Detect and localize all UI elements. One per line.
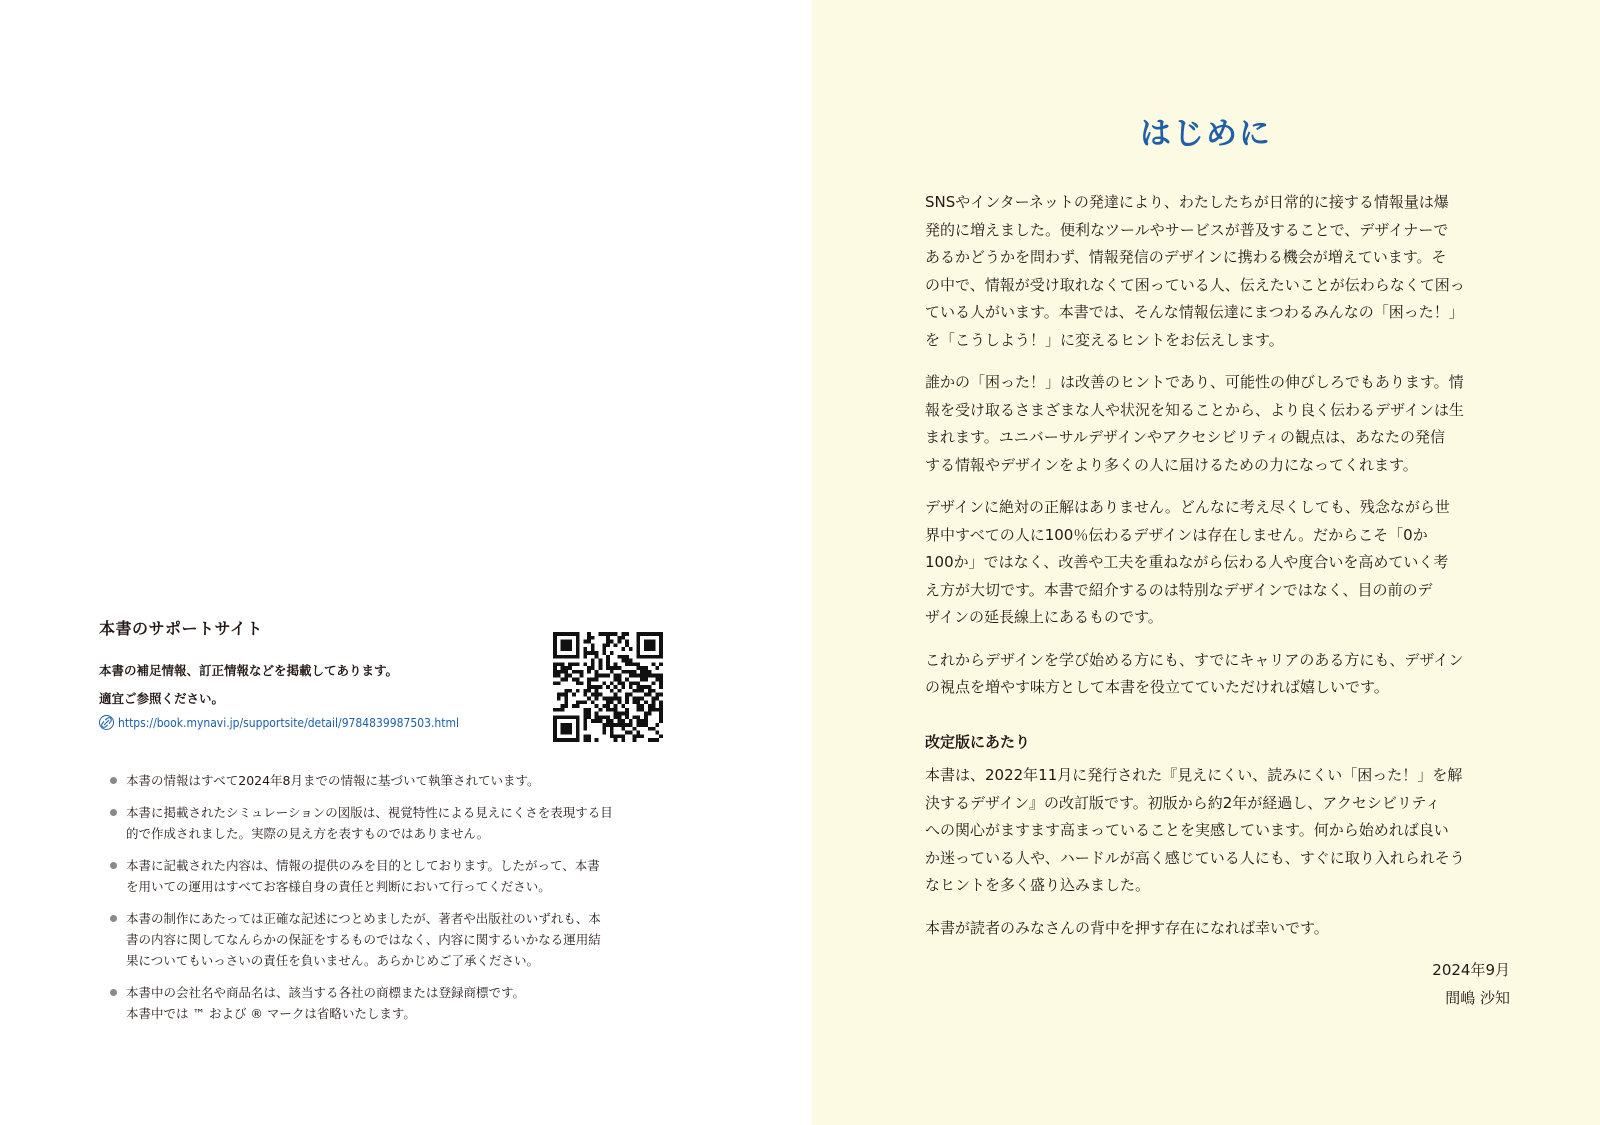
note-line: 本書に記載された内容は、情報の提供のみを目的としております。したがって、本書	[126, 858, 600, 873]
note-line: 書の内容に関してなんらかの保証をするものではなく、内容に関するいかなる運用結	[126, 932, 601, 947]
text-line: への関心がますます高まっていることを実感しています。何から始めれば良い	[925, 821, 1449, 839]
text-line: 本書が読者のみなさんの背中を押す存在になれば幸いです。	[925, 918, 1329, 937]
note-line: 果についてもいっさいの責任を負いません。あらかじめご了承ください。	[126, 953, 540, 968]
signoff	[925, 957, 1510, 1012]
intro-body	[925, 189, 1510, 1012]
note-line: を用いての運用はすべてお客様自身の責任と判断において行ってください。	[126, 879, 551, 894]
note-line: 本書中では ™ および ® マークは省略いたします。	[126, 1006, 416, 1021]
text-line: 報を受け取るさまざまな人や状況を知ることから、より良く伝わるデザインは生	[925, 400, 1464, 419]
text-line: え方が大切です。本書で紹介するのは特別なデザインではなく、目の前のデ	[925, 580, 1433, 599]
intro-paragraph	[925, 369, 1510, 479]
text-line: 本書は、2022年11月に発行された『見えにくい、読みにくい「困った！」を解	[925, 766, 1463, 784]
text-line: なヒントを多く盛り込みました。	[925, 876, 1151, 894]
note-line: 的で作成されました。実際の見え方を表すものではありません。	[126, 826, 490, 841]
text-line: 100か」ではなく、改善や工夫を重ねながら伝わる人や度合いを高めていく考	[925, 553, 1449, 571]
text-line: 界中すべての人に100％伝わるデザインは存在しません。だからこそ「0か	[925, 525, 1428, 544]
text-line: 決するデザイン』の改訂版です。初版から約2年が経過し、アクセシビリティ	[925, 793, 1441, 812]
signoff-author: 間嶋 沙知	[1445, 988, 1510, 1007]
text-line: ザインの延長線上にあるものです。	[925, 608, 1163, 626]
text-line: 発的に増えました。便利なツールやサービスが普及することで、デザイナーで	[925, 220, 1449, 239]
note-line: 本書中の会社名や商品名は、該当する各社の商標または登録商標です。	[126, 985, 526, 1000]
text-line: か迷っている人や、ハードルが高く感じている人にも、すぐに取り入れられそう	[925, 848, 1465, 867]
intro-paragraph	[925, 494, 1510, 632]
support-title: 本書のサポートサイト	[99, 619, 263, 638]
intro-title: はじめに	[1140, 116, 1272, 152]
text-line: まれます。ユニバーサルデザインやアクセシビリティの観点は、あなたの発信	[925, 428, 1446, 446]
revision-heading: 改定版にあたり	[925, 732, 1031, 751]
note-item	[108, 908, 683, 971]
support-desc-line: 本書の補足情報、訂正情報などを掲載してあります。	[99, 663, 399, 678]
note-line: 本書の情報はすべて2024年8月までの情報に基づいて執筆されています。	[126, 773, 540, 788]
link-icon	[99, 715, 114, 730]
text-line: デザインに絶対の正解はありません。どんなに考え尽くしても、残念ながら世	[925, 498, 1450, 516]
text-line: を「こうしよう！」に変えるヒントをお伝えします。	[925, 330, 1284, 349]
support-url[interactable]: https://book.mynavi.jp/supportsite/detail/9784839987503.html	[118, 715, 459, 730]
signoff-date: 2024年9月	[1432, 961, 1510, 979]
text-line: の中で、情報が受け取れなくて困っている人、伝えたいことが伝わらなくて困っ	[925, 275, 1465, 294]
text-line: 誰かの「困った！」は改善のヒントであり、可能性の伸びしろでもあります。情	[925, 373, 1464, 391]
text-line: する情報やデザインをより多くの人に届けるための力になってくれます。	[925, 455, 1418, 474]
text-line: ている人がいます。本書では、そんな情報伝達にまつわるみんなの「困った！」	[925, 303, 1464, 321]
revision-paragraph	[925, 915, 1510, 943]
notes-list	[108, 770, 683, 1035]
revision-paragraph	[925, 762, 1510, 900]
note-line: 本書の制作にあたっては正確な記述につとめましたが、著者や出版社のいずれも、本	[126, 911, 601, 926]
qr-code-icon	[553, 632, 663, 742]
text-line: あるかどうかを問わず、情報発信のデザインに携わる機会が増えています。そ	[925, 248, 1447, 266]
text-line: の視点を増やす味方として本書を役立てていただければ嬉しいです。	[925, 678, 1389, 696]
note-line: 本書に掲載されたシミュレーションの図版は、視覚特性による見えにくさを表現する目	[126, 805, 613, 820]
support-desc-line: 適宜ご参照ください。	[99, 691, 225, 706]
note-item	[108, 802, 683, 844]
note-item	[108, 855, 683, 897]
intro-paragraph	[925, 189, 1510, 354]
text-line: これからデザインを学び始める方にも、すでにキャリアのある方にも、デザイン	[925, 650, 1464, 669]
note-item	[108, 770, 683, 791]
text-line: SNSやインターネットの発達により、わたしたちが日常的に接する情報量は爆	[925, 193, 1449, 211]
intro-paragraph	[925, 647, 1510, 702]
note-item	[108, 982, 683, 1024]
